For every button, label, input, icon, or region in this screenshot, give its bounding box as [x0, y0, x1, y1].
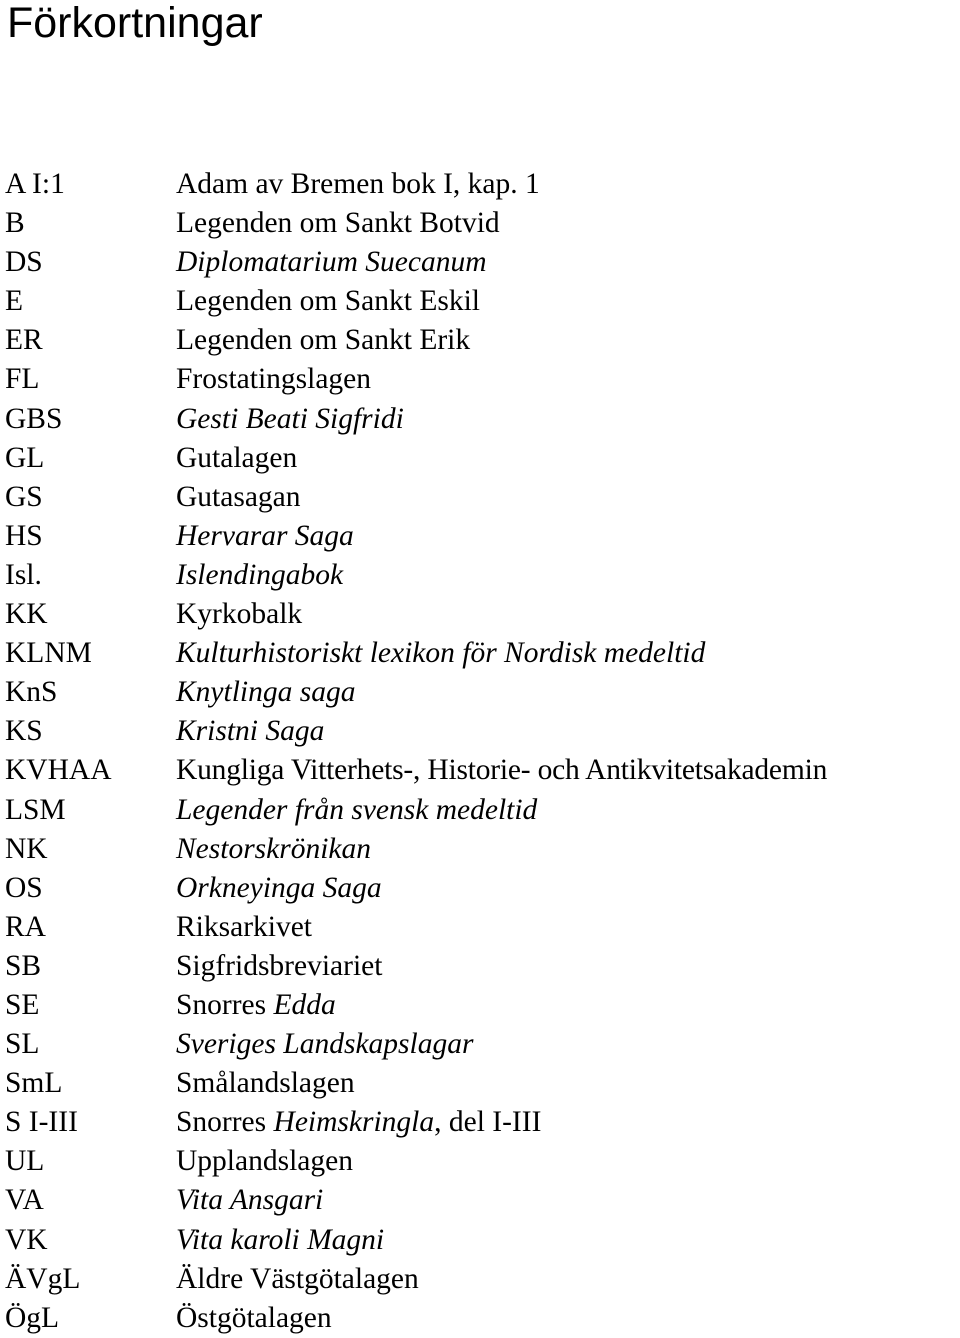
abbreviation-row: [0, 517, 960, 556]
abbreviation-term: LSM: [5, 793, 66, 826]
abbreviation-expansion: [176, 165, 540, 204]
abbreviation-row: [0, 634, 960, 673]
abbreviation-term: SB: [5, 949, 42, 982]
abbreviation-expansion: [176, 1025, 473, 1064]
abbreviation-expansion: [176, 673, 355, 712]
expansion-text: Hervarar Saga: [176, 519, 354, 552]
abbreviation-row: [0, 478, 960, 517]
abbreviation-expansion: [176, 556, 343, 595]
abbreviation-row: [0, 751, 960, 790]
abbreviation-expansion: [176, 478, 301, 517]
abbreviation-row: [0, 282, 960, 321]
abbreviation-term: KVHAA: [5, 754, 112, 787]
expansion-text: Sveriges Landskapslagar: [176, 1028, 474, 1061]
abbreviation-expansion: [176, 1260, 419, 1299]
abbreviation-row: [0, 595, 960, 634]
abbreviation-expansion: [176, 517, 354, 556]
abbreviation-expansion: [176, 1221, 384, 1260]
abbreviation-expansion: [176, 712, 324, 751]
abbreviation-row: [0, 360, 960, 399]
expansion-text: , del I-III: [434, 1106, 542, 1139]
abbreviation-term: KK: [5, 598, 48, 631]
expansion-text: Östgötalagen: [176, 1301, 332, 1334]
abbreviation-expansion: [176, 243, 487, 282]
abbreviation-expansion: [176, 360, 371, 399]
abbreviation-term: KS: [5, 715, 43, 748]
abbreviation-row: [0, 204, 960, 243]
expansion-text: Legenden om Sankt Eskil: [176, 285, 480, 318]
abbreviation-term: SE: [5, 988, 40, 1021]
abbreviation-row: [0, 712, 960, 751]
abbreviation-row: [0, 1260, 960, 1299]
abbreviation-term: KLNM: [5, 637, 92, 670]
expansion-text: Heimskringla: [273, 1106, 435, 1139]
expansion-text: Kungliga Vitterhets-, Historie- och Antikvitetsakademin: [176, 754, 828, 787]
abbreviation-expansion: [176, 1103, 541, 1142]
abbreviation-term: DS: [5, 246, 43, 279]
abbreviation-term: ÄVgL: [5, 1262, 81, 1295]
abbreviation-row: [0, 1103, 960, 1142]
abbreviation-row: [0, 986, 960, 1025]
abbreviation-term: VK: [5, 1223, 48, 1256]
abbreviation-expansion: [176, 791, 537, 830]
expansion-text: Vita Ansgari: [176, 1184, 324, 1217]
abbreviation-term: RA: [5, 910, 46, 943]
expansion-text: Edda: [273, 988, 336, 1021]
abbreviation-term: E: [5, 285, 24, 318]
expansion-text: Gutasagan: [176, 480, 301, 513]
abbreviation-expansion: [176, 321, 470, 360]
expansion-text: Legenden om Sankt Botvid: [176, 207, 500, 240]
abbreviation-term: ER: [5, 324, 43, 357]
abbreviation-term: FL: [5, 363, 40, 396]
abbreviation-expansion: [176, 908, 312, 947]
abbreviation-row: [0, 1064, 960, 1103]
abbreviation-expansion: [176, 400, 404, 439]
expansion-text: Sigfridsbreviariet: [176, 949, 383, 982]
abbreviation-term: A I:1: [5, 168, 65, 200]
abbreviation-expansion: [176, 830, 371, 869]
abbreviation-row: [0, 400, 960, 439]
abbreviation-list: [0, 165, 960, 1338]
expansion-text: Diplomatarium Suecanum: [176, 246, 487, 279]
abbreviation-term: B: [5, 207, 25, 240]
expansion-text: Smålandslagen: [176, 1067, 355, 1100]
abbreviation-row: [0, 1025, 960, 1064]
expansion-text: Knytlinga saga: [176, 676, 356, 709]
abbreviation-expansion: [176, 1181, 323, 1220]
abbreviation-row: [0, 673, 960, 712]
abbreviation-row: [0, 556, 960, 595]
abbreviation-term: OS: [5, 871, 43, 904]
abbreviation-expansion: [176, 947, 382, 986]
expansion-text: Gesti Beati Sigfridi: [176, 402, 404, 435]
abbreviation-row: [0, 791, 960, 830]
expansion-text: Kyrkobalk: [176, 598, 303, 631]
abbreviation-term: GS: [5, 480, 43, 513]
expansion-text: Orkneyinga Saga: [176, 871, 382, 904]
abbreviation-term: ÖgL: [5, 1301, 60, 1334]
abbreviation-row: [0, 243, 960, 282]
abbreviation-expansion: [176, 1064, 355, 1103]
expansion-text: Kristni Saga: [176, 715, 325, 748]
abbreviation-term: NK: [5, 832, 48, 865]
abbreviation-expansion: [176, 439, 297, 478]
abbreviation-term: Isl.: [5, 558, 42, 591]
abbreviation-term: KnS: [5, 676, 58, 709]
abbreviation-term: UL: [5, 1145, 45, 1178]
abbreviation-expansion: [176, 204, 500, 243]
abbreviation-row: [0, 1142, 960, 1181]
abbreviation-expansion: [176, 634, 705, 673]
abbreviation-expansion: [176, 1142, 353, 1181]
abbreviation-row: [0, 869, 960, 908]
abbreviation-expansion: [176, 986, 336, 1025]
expansion-text: Äldre Västgötalagen: [176, 1262, 419, 1295]
abbreviation-row: [0, 165, 960, 204]
expansion-text: Snorres: [176, 1106, 274, 1139]
expansion-text: Legender från svensk medeltid: [176, 793, 538, 826]
abbreviation-row: [0, 321, 960, 360]
abbreviation-row: [0, 1221, 960, 1260]
expansion-text: Vita karoli Magni: [176, 1223, 385, 1256]
abbreviation-expansion: [176, 282, 480, 321]
expansion-text: Kulturhistoriskt lexikon för Nordisk medeltid: [176, 637, 706, 670]
abbreviation-expansion: [176, 1299, 332, 1338]
abbreviation-row: [0, 947, 960, 986]
abbreviation-term: GL: [5, 441, 45, 474]
expansion-text: Nestorskrönikan: [176, 832, 372, 865]
abbreviation-term: GBS: [5, 402, 63, 435]
abbreviation-expansion: [176, 751, 827, 790]
abbreviation-term: SmL: [5, 1067, 63, 1100]
abbreviation-row: [0, 1299, 960, 1338]
expansion-text: Islendingabok: [176, 558, 344, 591]
expansion-text: Adam av Bremen bok I, kap. 1: [176, 168, 540, 200]
expansion-text: Riksarkivet: [176, 910, 313, 943]
abbreviation-expansion: [176, 595, 302, 634]
abbreviation-row: [0, 830, 960, 869]
abbreviation-term: S I-III: [5, 1106, 78, 1139]
abbreviation-row: [0, 1181, 960, 1220]
abbreviation-row: [0, 439, 960, 478]
expansion-text: Snorres: [176, 988, 274, 1021]
abbreviation-term: HS: [5, 519, 43, 552]
abbreviation-term: VA: [5, 1184, 44, 1217]
abbreviation-term: SL: [5, 1028, 40, 1061]
abbreviation-row: [0, 908, 960, 947]
page-title: Förkortningar: [7, 0, 263, 47]
expansion-text: Frostatingslagen: [176, 363, 372, 396]
abbreviation-expansion: [176, 869, 382, 908]
expansion-text: Legenden om Sankt Erik: [176, 324, 471, 357]
expansion-text: Gutalagen: [176, 441, 298, 474]
expansion-text: Upplandslagen: [176, 1145, 353, 1178]
